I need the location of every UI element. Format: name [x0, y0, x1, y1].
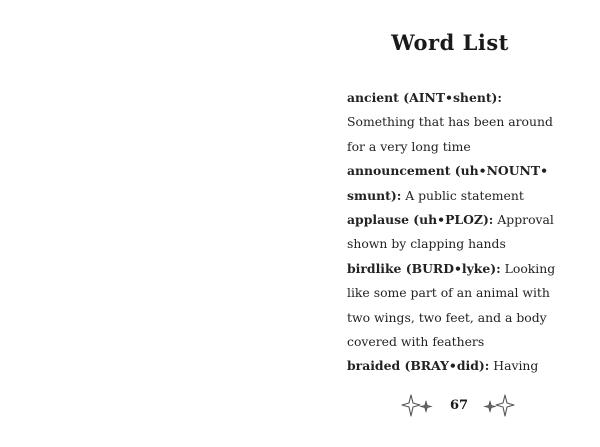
- word-entry-announcement: [347, 159, 562, 208]
- sparkle-stars-icon: [482, 393, 516, 419]
- entry-term: braided (BRAY•did):: [347, 358, 490, 374]
- page-number: 67: [449, 398, 469, 413]
- sparkle-stars-icon: [400, 393, 434, 419]
- entry-term: announcement (uh•NOUNT• smunt):: [347, 163, 548, 203]
- entry-definition: Something that has been around for a very long time: [347, 114, 553, 154]
- entry-term: birdlike (BURD•lyke):: [347, 260, 501, 276]
- page-title: Word List: [391, 30, 509, 55]
- entry-definition: A public statement: [405, 187, 524, 203]
- entry-term: ancient (AINT•shent):: [347, 90, 502, 105]
- word-entry-birdlike: [347, 257, 562, 355]
- word-entry-braided: [347, 354, 562, 378]
- word-list: [347, 86, 562, 379]
- entry-term: applause (uh•PLOZ):: [347, 212, 494, 228]
- word-entry-ancient: [347, 86, 562, 159]
- page-footer: [395, 393, 525, 419]
- entry-definition: Approval shown by clapping hands: [347, 212, 554, 252]
- word-entry-applause: [347, 208, 562, 257]
- entry-definition: Looking like some part of an animal with two wings, two feet, and a body covered with feathers: [347, 260, 556, 350]
- entry-definition: Having: [493, 358, 539, 374]
